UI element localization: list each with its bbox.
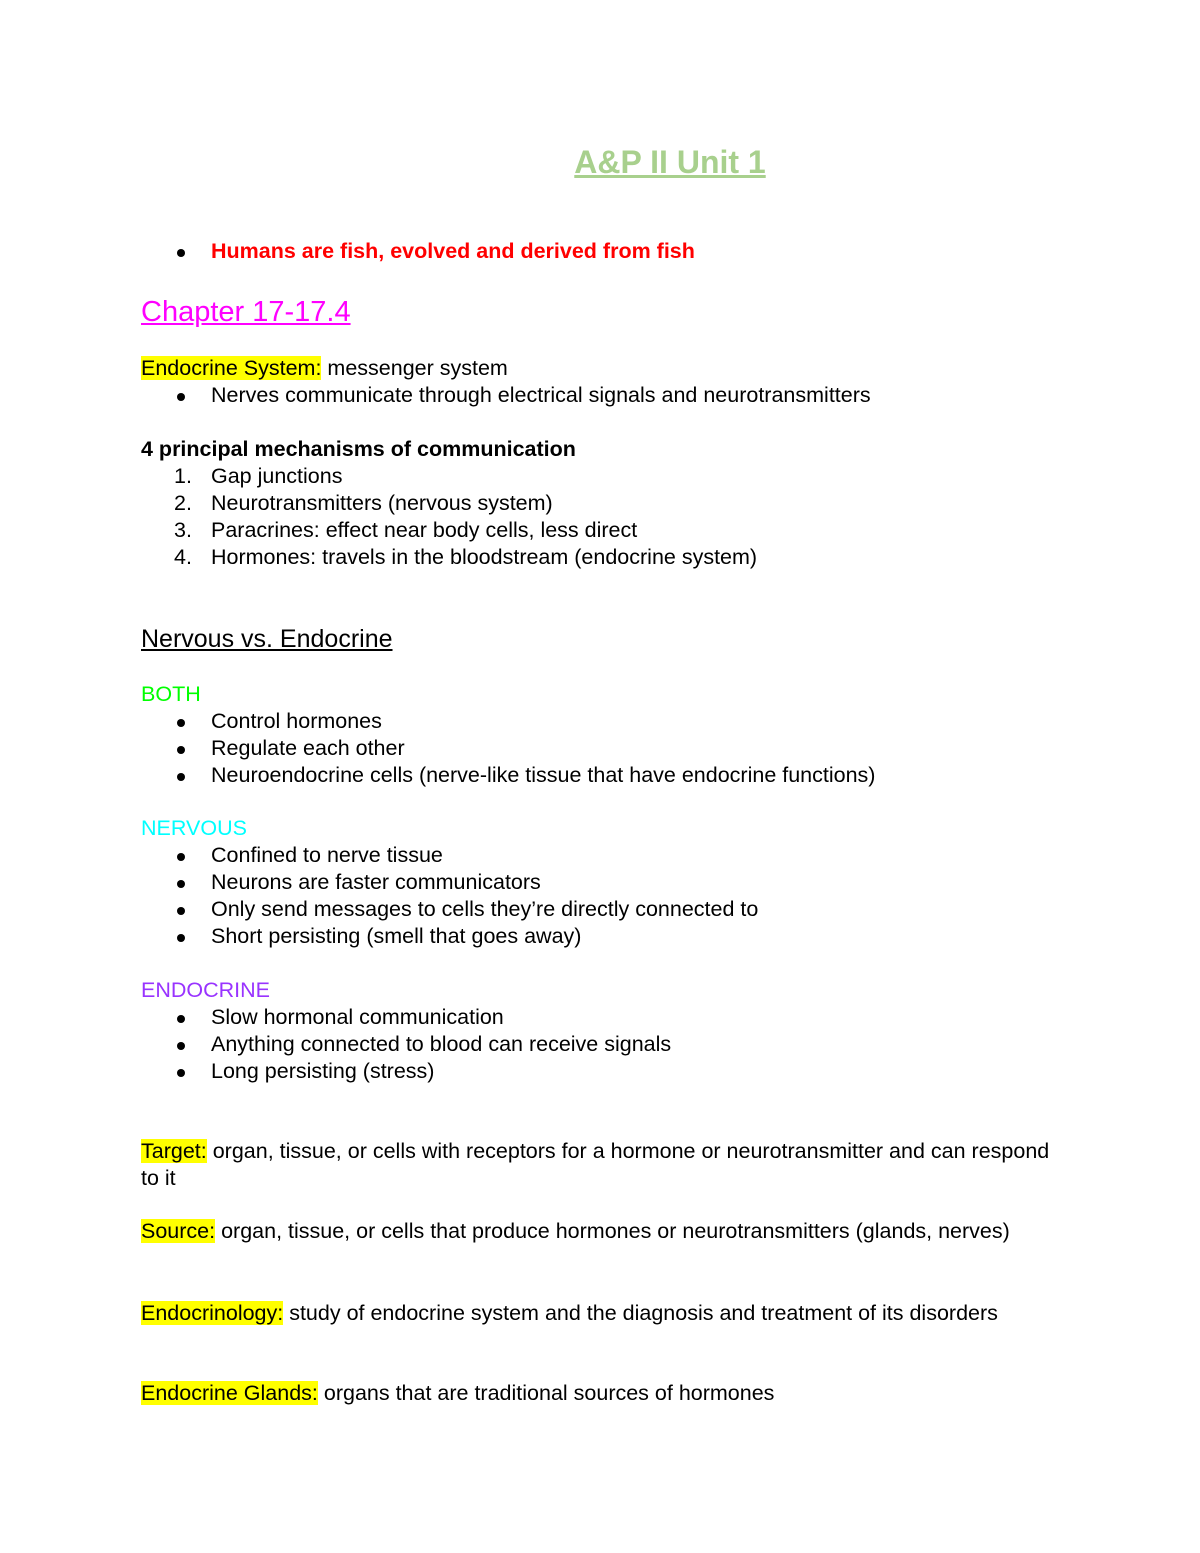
list-item: Slow hormonal communication: [141, 1004, 1060, 1031]
list-item: Short persisting (smell that goes away): [141, 923, 1060, 950]
endocrine-system-definition: [141, 355, 1060, 382]
definition-text: organ, tissue, or cells with receptors for a hormone or neurotransmitter and can respond to it: [141, 1139, 1050, 1190]
both-section: [141, 681, 1060, 789]
definition-text: organ, tissue, or cells that produce hormones or neurotransmitters (glands, nerves): [215, 1219, 1010, 1243]
chapter-heading: Chapter 17-17.4: [141, 296, 351, 328]
list-item: 1. Gap junctions: [174, 464, 343, 488]
list-item: Long persisting (stress): [141, 1058, 1060, 1085]
term-source: Source:: [141, 1219, 216, 1243]
list-item: 3. Paracrines: effect near body cells, less direct: [174, 518, 638, 542]
term-endocrine-glands: Endocrine Glands:: [141, 1381, 318, 1405]
endocrine-system-section: [141, 355, 1060, 409]
nervous-label: NERVOUS: [141, 816, 247, 840]
endocrine-label: ENDOCRINE: [141, 978, 271, 1002]
list-item: Regulate each other: [141, 735, 1060, 762]
definition-text: organs that are traditional sources of hormones: [317, 1381, 775, 1405]
list-item: Confined to nerve tissue: [141, 842, 1060, 869]
mechanisms-heading: 4 principal mechanisms of communication: [141, 437, 576, 461]
definition-endocrine-system: messenger system: [321, 356, 508, 380]
endocrine-section: [141, 977, 1060, 1085]
list-item: 2. Neurotransmitters (nervous system): [174, 491, 553, 515]
list-item: Only send messages to cells they’re directly connected to: [141, 896, 1060, 923]
definition-endocrine-glands: [141, 1380, 1060, 1407]
term-target: Target:: [141, 1139, 207, 1163]
document-title: A&P II Unit 1: [574, 144, 766, 180]
comparison-heading: Nervous vs. Endocrine: [141, 625, 393, 653]
term-endocrine-system: Endocrine System:: [141, 356, 322, 380]
intro-section: [141, 238, 1060, 265]
list-item: Nerves communicate through electrical signals and neurotransmitters: [141, 382, 1060, 409]
definition-target: [141, 1138, 1060, 1192]
term-endocrinology: Endocrinology:: [141, 1301, 284, 1325]
intro-bullet: Humans are fish, evolved and derived from fish: [141, 238, 1060, 265]
list-item: Control hormones: [141, 708, 1060, 735]
definition-endocrinology: [141, 1300, 1060, 1327]
list-item: Neuroendocrine cells (nerve-like tissue that have endocrine functions): [141, 762, 1060, 789]
both-label: BOTH: [141, 682, 201, 706]
list-item: Neurons are faster communicators: [141, 869, 1060, 896]
mechanisms-list: [141, 463, 1060, 571]
nervous-section: [141, 815, 1060, 950]
mechanisms-section: [141, 436, 1060, 571]
definition-source: [141, 1218, 1060, 1245]
definition-text: study of endocrine system and the diagnosis and treatment of its disorders: [283, 1301, 998, 1325]
list-item: Anything connected to blood can receive signals: [141, 1031, 1060, 1058]
list-item: 4. Hormones: travels in the bloodstream (endocrine system): [174, 545, 758, 569]
